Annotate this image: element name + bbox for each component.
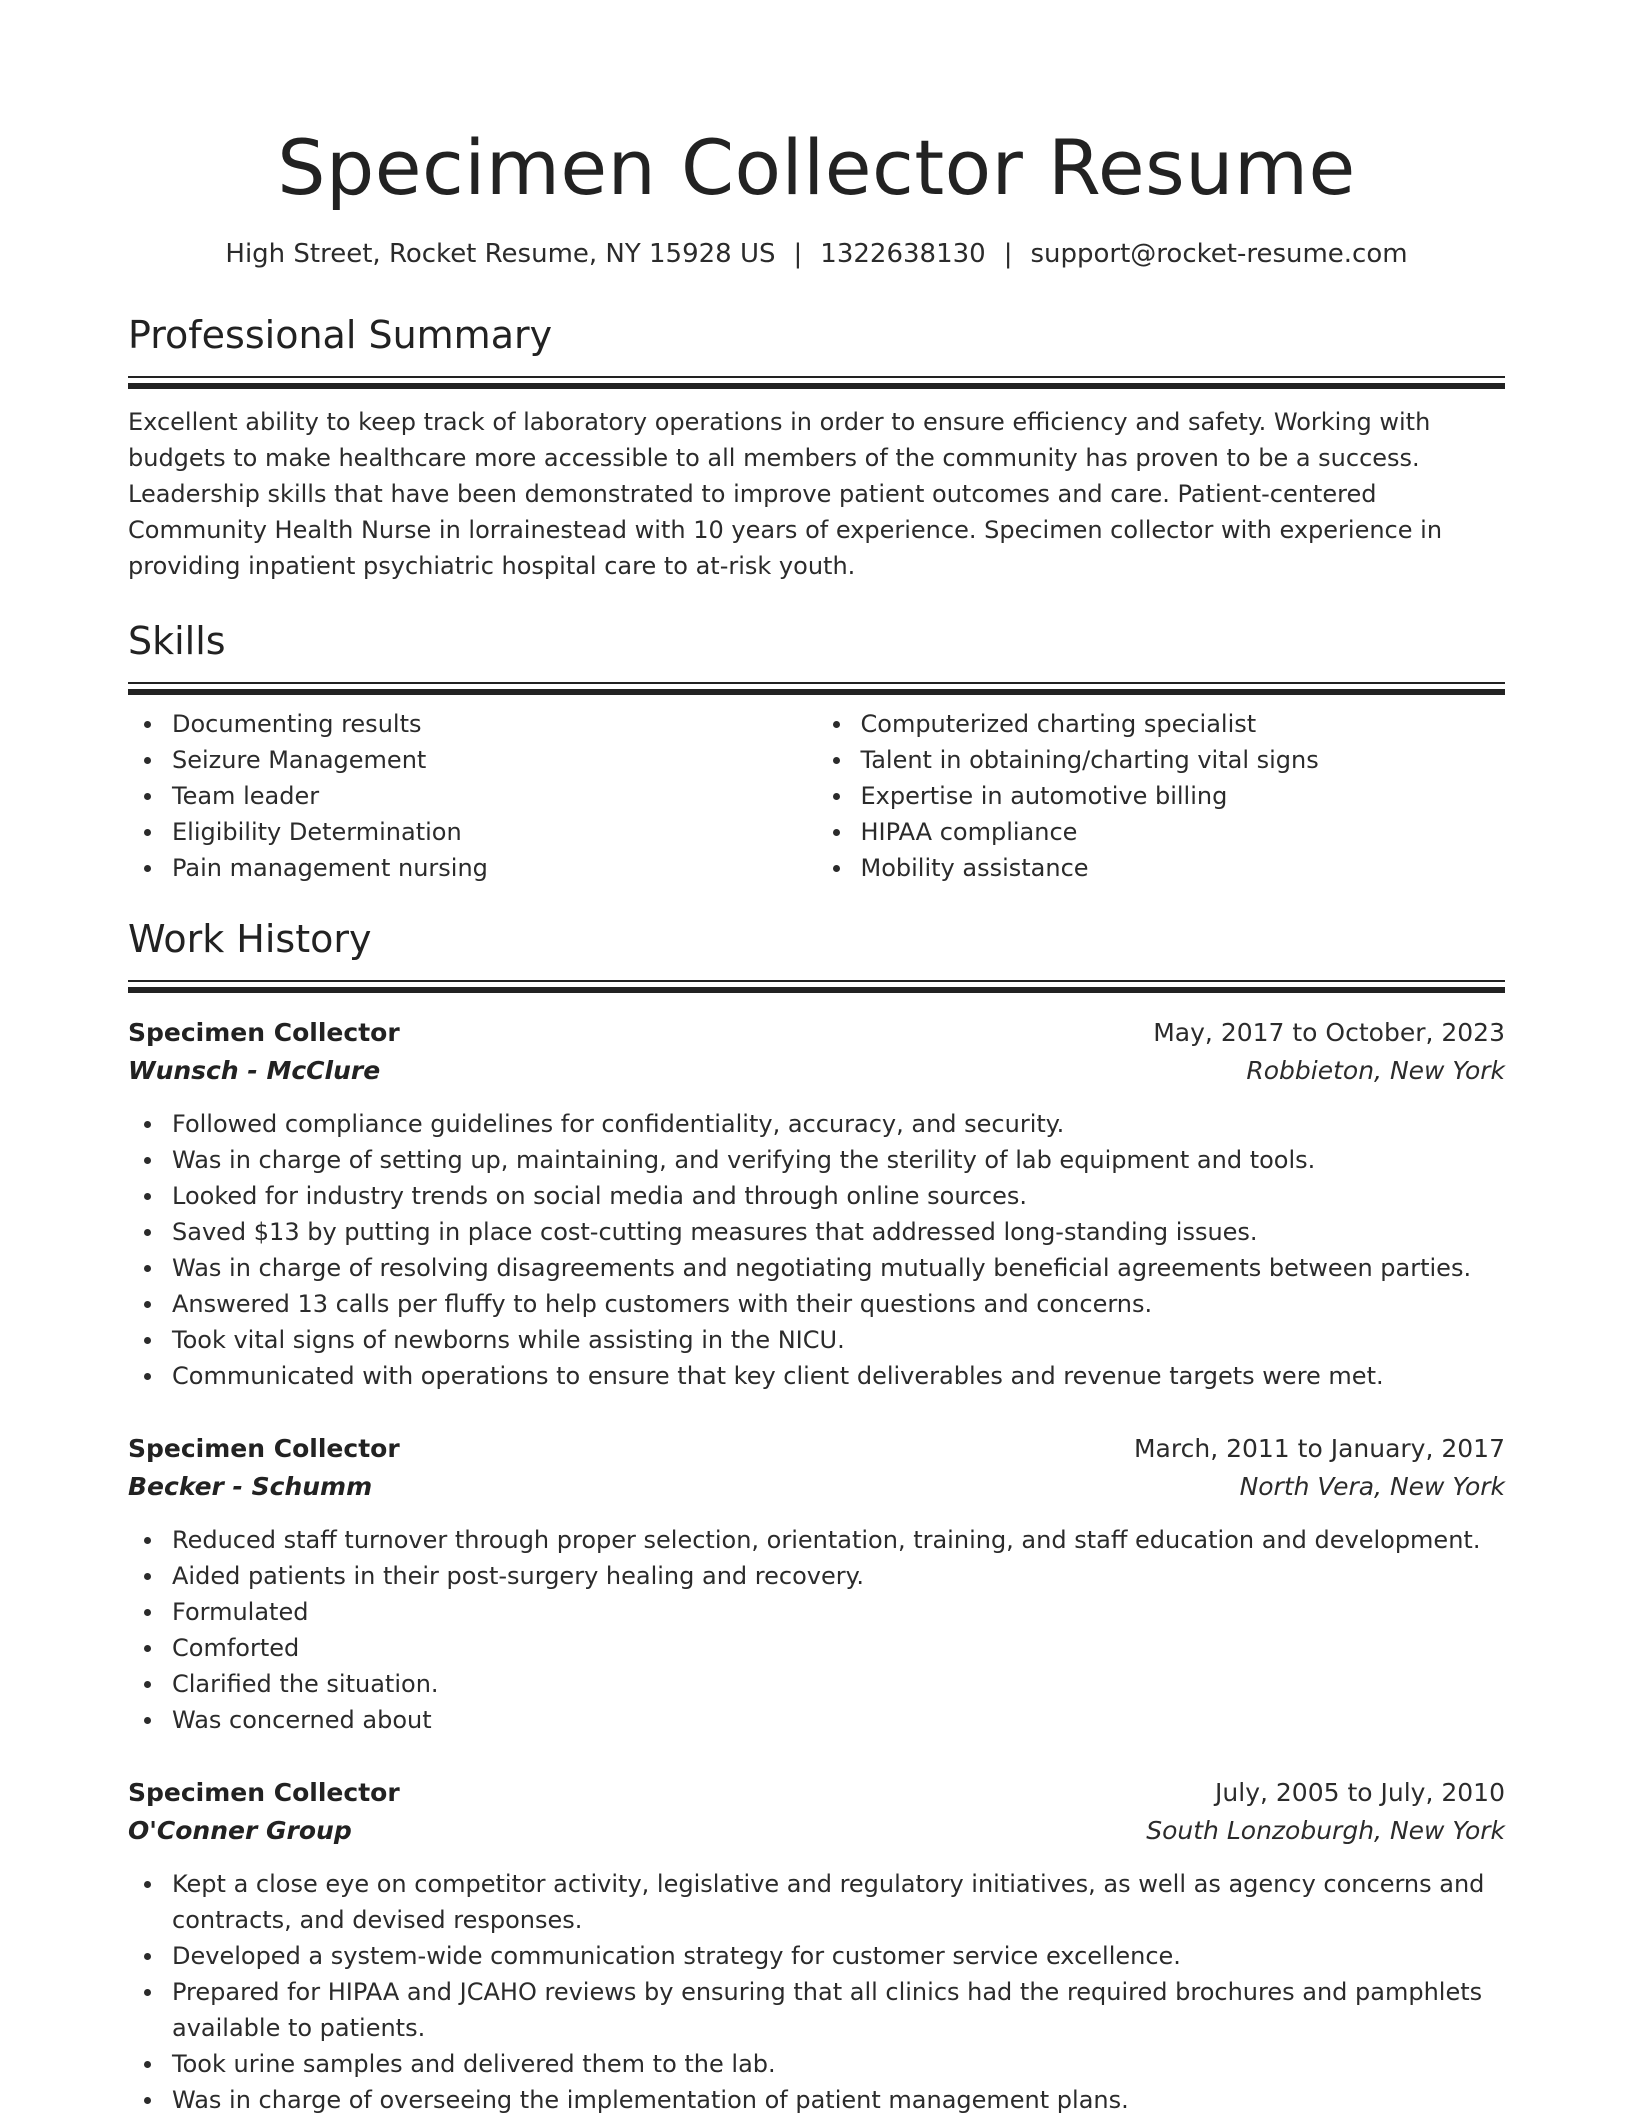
job-duty-item: Took vital signs of newborns while assisting in the NICU. [128, 1322, 1505, 1358]
job-duties-list [128, 1106, 1505, 1394]
job-title: Specimen Collector [128, 1434, 400, 1463]
job-entry [128, 1430, 1505, 1738]
job-duty-item: Formulated [128, 1594, 1505, 1630]
contact-line [128, 236, 1505, 272]
job-duty-item: Took urine samples and delivered them to the lab. [128, 2046, 1505, 2082]
job-entry [128, 1014, 1505, 1394]
contact-phone: 1322638130 [820, 239, 986, 269]
resume-title: Specimen Collector Resume [277, 123, 1356, 212]
contact-separator: | [1003, 239, 1013, 269]
job-duty-item: Communicated with operations to ensure that key client deliverables and revenue targets were met. [128, 1358, 1505, 1394]
skill-item: HIPAA compliance [817, 814, 1506, 850]
job-duty-item: Developed a system-wide communication strategy for customer service excellence. [128, 1938, 1505, 1974]
section-divider [128, 980, 1505, 992]
job-company: Wunsch - McClure [128, 1056, 381, 1085]
job-dates: July, 2005 to July, 2010 [1215, 1778, 1505, 1807]
work-history-heading: Work History [128, 917, 372, 961]
job-dates: March, 2011 to January, 2017 [1133, 1434, 1505, 1463]
skills-list-left [128, 706, 817, 886]
contact-separator: | [793, 239, 803, 269]
skills-column-left [128, 706, 817, 886]
skills-column-right [817, 706, 1506, 886]
job-duty-item: Comforted [128, 1630, 1505, 1666]
job-duty-item: Was in charge of overseeing the implementation of patient management plans. [128, 2082, 1505, 2118]
job-duty-item: Looked for industry trends on social media and through online sources. [128, 1178, 1505, 1214]
summary-section [128, 312, 1505, 584]
job-company: Becker - Schumm [128, 1472, 373, 1501]
section-divider [128, 682, 1505, 694]
job-duty-item: Followed compliance guidelines for confidentiality, accuracy, and security. [128, 1106, 1505, 1142]
job-location: North Vera, New York [1239, 1472, 1505, 1501]
skills-heading: Skills [128, 619, 226, 663]
job-duty-item: Kept a close eye on competitor activity, legislative and regulatory initiatives, as well as agency concerns and contracts, and devised responses. [128, 1866, 1505, 1938]
divider-thin-line [128, 980, 1505, 982]
job-duties-list [128, 1522, 1505, 1738]
job-location: South Lonzoburgh, New York [1146, 1816, 1505, 1845]
job-duty-item: Answered 13 calls per fluffy to help customers with their questions and concerns. [128, 1286, 1505, 1322]
job-title: Specimen Collector [128, 1778, 400, 1807]
job-dates: May, 2017 to October, 2023 [1153, 1018, 1505, 1047]
job-duty-item: Prepared for HIPAA and JCAHO reviews by ensuring that all clinics had the required brochures and pamphlets available to patients. [128, 1974, 1505, 2046]
job-header-row [128, 1430, 1505, 1468]
job-duties-list [128, 1866, 1505, 2118]
skill-item: Pain management nursing [128, 850, 817, 886]
job-header-row [128, 1014, 1505, 1052]
job-duty-item: Was in charge of resolving disagreements and negotiating mutually beneficial agreements between parties. [128, 1250, 1505, 1286]
work-history-section [128, 916, 1505, 2118]
divider-thick-line [128, 383, 1505, 389]
summary-text: Excellent ability to keep track of laboratory operations in order to ensure efficiency and safety. Working with budgets to make healthcare more accessible to all members of the community has proven to be a success. Leadership skills that have been demonstrated to improve patient outcomes and care. Patient-centered Community Health Nurse in lorrainestead with 10 years of experience. Specimen collector with experience in providing inpatient psychiatric hospital care to at-risk youth. [128, 408, 1443, 580]
job-duty-item: Clarified the situation. [128, 1666, 1505, 1702]
skills-list-right [817, 706, 1506, 886]
job-entry [128, 1774, 1505, 2118]
job-location: Robbieton, New York [1246, 1056, 1505, 1085]
skill-item: Seizure Management [128, 742, 817, 778]
skill-item: Talent in obtaining/charting vital signs [817, 742, 1506, 778]
skill-item: Eligibility Determination [128, 814, 817, 850]
contact-email: support@rocket-resume.com [1030, 239, 1408, 269]
divider-thin-line [128, 682, 1505, 684]
divider-thin-line [128, 376, 1505, 378]
divider-thick-line [128, 689, 1505, 695]
job-subheader-row [128, 1812, 1505, 1850]
job-header-row [128, 1774, 1505, 1812]
summary-heading: Professional Summary [128, 313, 553, 357]
skill-item: Team leader [128, 778, 817, 814]
job-company: O'Conner Group [128, 1816, 352, 1845]
skill-item: Computerized charting specialist [817, 706, 1506, 742]
skill-item: Documenting results [128, 706, 817, 742]
job-duty-item: Was in charge of setting up, maintaining, and verifying the sterility of lab equipment and tools. [128, 1142, 1505, 1178]
job-title: Specimen Collector [128, 1018, 400, 1047]
job-duty-item: Aided patients in their post-surgery healing and recovery. [128, 1558, 1505, 1594]
skills-section [128, 618, 1505, 886]
job-duty-item: Was concerned about [128, 1702, 1505, 1738]
skill-item: Expertise in automotive billing [817, 778, 1506, 814]
job-subheader-row [128, 1468, 1505, 1506]
job-duty-item: Reduced staff turnover through proper selection, orientation, training, and staff education and development. [128, 1522, 1505, 1558]
job-duty-item: Saved $13 by putting in place cost-cutting measures that addressed long-standing issues. [128, 1214, 1505, 1250]
contact-address: High Street, Rocket Resume, NY 15928 US [225, 239, 776, 269]
skills-grid [128, 706, 1505, 886]
divider-thick-line [128, 987, 1505, 993]
section-divider [128, 376, 1505, 388]
skill-item: Mobility assistance [817, 850, 1506, 886]
job-subheader-row [128, 1052, 1505, 1090]
